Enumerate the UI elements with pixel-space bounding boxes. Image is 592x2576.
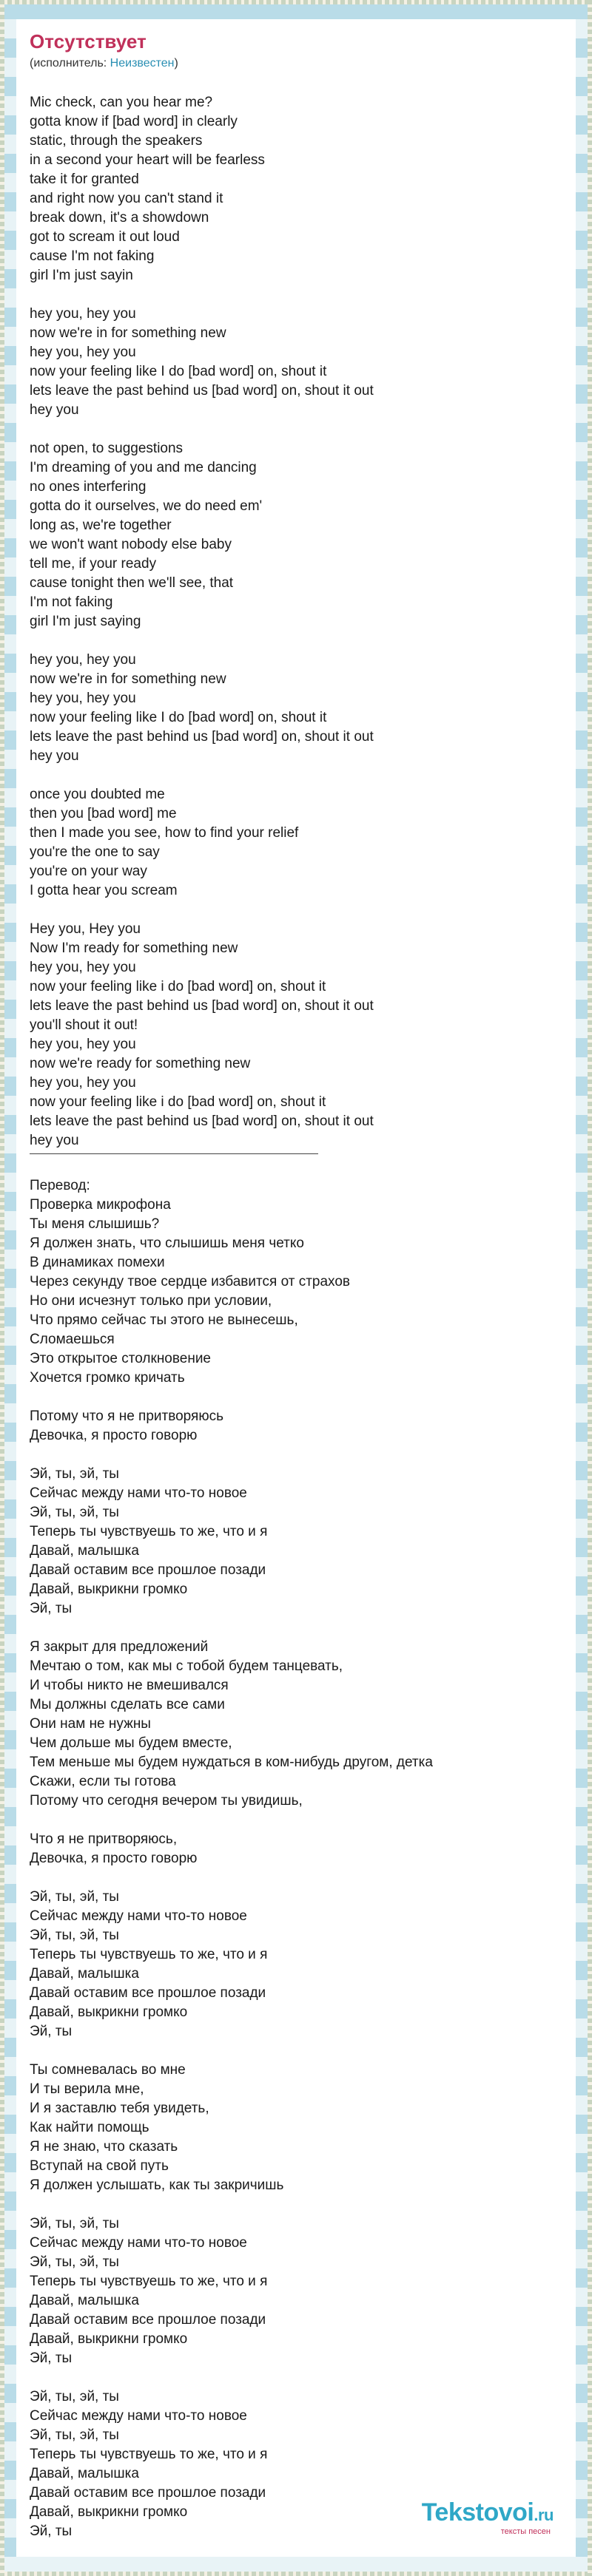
artist-link[interactable]: Неизвестен — [110, 57, 175, 70]
logo-wordmark — [422, 2499, 554, 2529]
decorative-border-top — [0, 0, 592, 4]
logo-name: Tekstovoi — [421, 2498, 534, 2526]
lyrics-text: Mic check, can you hear me? gotta know if [bad word] in clearly static, through the speakers in a second your heart will be fearless take it for granted and right now you can't stand it break down, it's a showdown got to scream it out loud cause I'm not faking girl I'm just sayin hey you, hey you now we're in for something new hey you, hey you now your feeling like I do [bad word] on, shout it lets leave the past behind us [bad word] on, shout it out hey you not open, to suggestions I'm dreaming of you and me dancing no ones interfering gotta do it ourselves, we do need em' long as, we're together we won't want nobody else baby tell me, if your ready cause tonight then we'll see, that I'm not faking girl I'm just saying hey you, hey you now we're in for something new hey you, hey you now your feeling like I do [bad word] on, shout it lets leave the past behind us [bad word] on, shout it out hey you once you doubted me then you [bad word] me then I made you see, how to find your relief you're the one to say you're on your way I gotta hear you scream Hey you, Hey you Now I'm ready for something new hey you, hey you now your feeling like i do [bad word] on, shout it lets leave the past behind us [bad word] on, shout it out you'll shout it out! hey you, hey you now we're ready for something new hey you, hey you now your feeling like i do [bad word] on, shout it lets leave the past behind us [bad word] on, shout it out hey you — [30, 95, 374, 1148]
artist-prefix: (исполнитель: — [30, 57, 110, 70]
site-logo[interactable] — [422, 2499, 554, 2536]
decorative-border-right — [588, 0, 592, 2576]
translation-text: Перевод: Проверка микрофона Ты меня слышишь? Я должен знать, что слышишь меня четко В динамиках помехи Через секунду твое сердце избавится от страхов Но они исчезнут только при условии, Что прямо сейчас ты этого не вынесешь, Сломаешься Это открытое столкновение Хочется громко кричать Потому что я не притворяюсь Девочка, я просто говорю Эй, ты, эй, ты Сейчас между нами что-то новое Эй, ты, эй, ты Теперь ты чувствуешь то же, что и я Давай, малышка Давай оставим все прошлое позади Давай, выкрикни громко Эй, ты Я закрыт для предложений Мечтаю о том, как мы с тобой будем танцевать, И чтобы никто не вмешивался Мы должны сделать все сами Они нам не нужны Чем дольше мы будем вместе, Тем меньше мы будем нуждаться в ком-нибудь другом, детка Скажи, если ты готова Потому что сегодня вечером ты увидишь, Что я не притворяюсь, Девочка, я просто говорю Эй, ты, эй, ты Сейчас между нами что-то новое Эй, ты, эй, ты Теперь ты чувствуешь то же, что и я Давай, малышка Давай оставим все прошлое позади Давай, выкрикни громко Эй, ты Ты сомневалась во мне И ты верила мне, И я заставлю тебя увидеть, Как найти помощь Я не знаю, что сказать Вступай на свой путь Я должен услышать, как ты закричишь Эй, ты, эй, ты Сейчас между нами что-то новое Эй, ты, эй, ты Теперь ты чувствуешь то же, что и я Давай, малышка Давай оставим все прошлое позади Давай, выкрикни громко Эй, ты Эй, ты, эй, ты Сейчас между нами что-то новое Эй, ты, эй, ты Теперь ты чувствуешь то же, что и я Давай, малышка Давай оставим все прошлое позади Давай, выкрикни громко Эй, ты — [30, 1178, 433, 2539]
decorative-border-bottom — [0, 2572, 592, 2576]
song-title: Отсутствует — [30, 30, 147, 52]
decorative-border-left — [0, 0, 4, 2576]
lyrics-card — [16, 19, 576, 2557]
lyrics-divider — [30, 1153, 318, 1154]
logo-tld: .ru — [534, 2506, 554, 2524]
logo-tagline: тексты песен — [500, 2527, 551, 2536]
artist-suffix: ) — [174, 57, 178, 70]
song-subtitle — [30, 56, 562, 71]
